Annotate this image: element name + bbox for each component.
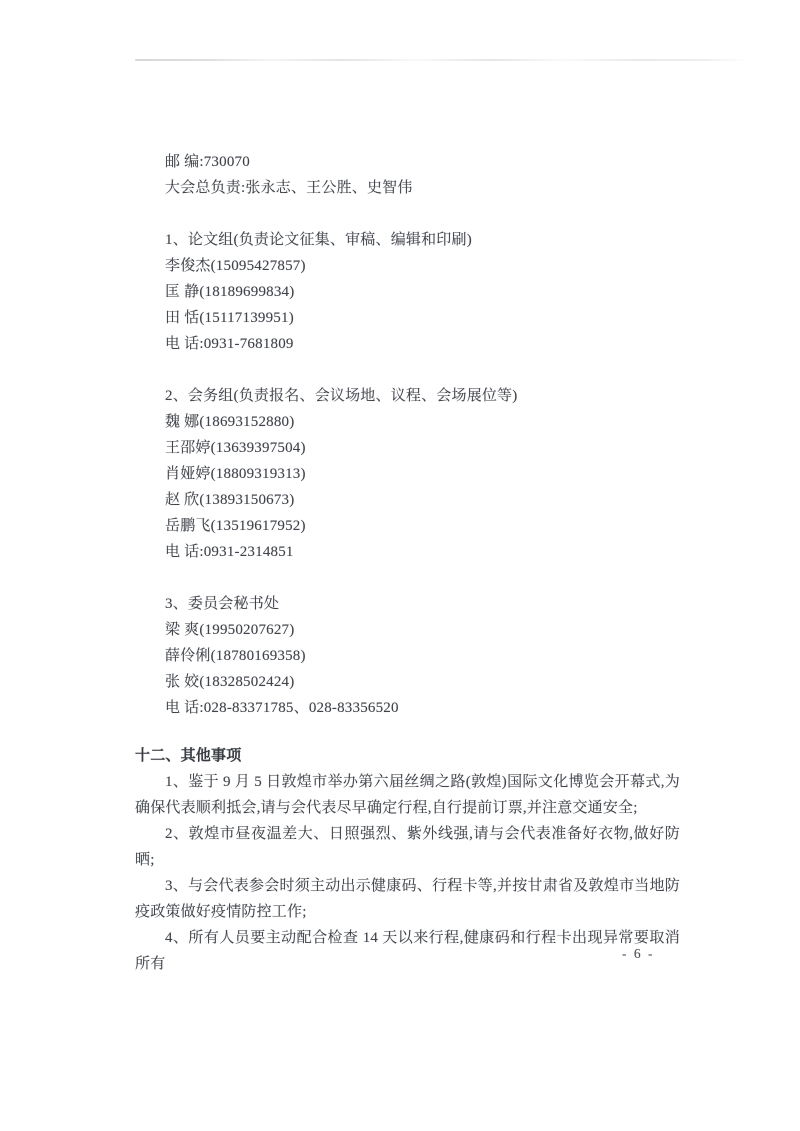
group-title: 3、委员会秘书处 — [165, 596, 280, 612]
document-body — [135, 149, 680, 977]
member-line: 薛伶俐(18780169358) — [165, 648, 306, 664]
group-affairs-team — [135, 383, 680, 565]
member-line: 岳鹏飞(13519617952) — [165, 518, 306, 534]
member-line: 梁 爽(19950207627) — [165, 622, 295, 638]
other-matters-paragraph-3: 3、与会代表参会时须主动出示健康码、行程卡等,并按甘肃省及敦煌市当地防疫政策做好疫情防控工作; — [135, 878, 680, 920]
member-line: 匡 静(18189699834) — [165, 284, 295, 300]
group-title: 1、论文组(负责论文征集、审稿、编辑和印刷) — [165, 232, 472, 248]
member-line: 王邵婷(13639397504) — [165, 440, 306, 456]
phone-line: 电 话:0931-7681809 — [165, 336, 294, 352]
group-title: 2、会务组(负责报名、会议场地、议程、会场展位等) — [165, 388, 518, 404]
member-line: 魏 娜(18693152880) — [165, 414, 295, 430]
group-paper-team — [135, 227, 680, 357]
member-line: 赵 欣(13893150673) — [165, 492, 295, 508]
group-secretariat — [135, 591, 680, 721]
scan-artifact-line — [135, 59, 747, 61]
member-line: 李俊杰(15095427857) — [165, 258, 306, 274]
conference-chief-line: 大会总负责:张永志、王公胜、史智伟 — [165, 180, 413, 196]
other-matters-paragraph-2: 2、敦煌市昼夜温差大、日照强烈、紫外线强,请与会代表准备好衣物,做好防晒; — [135, 826, 680, 868]
page-number: - 6 - — [622, 946, 655, 961]
postal-code-line: 邮 编:730070 — [165, 154, 250, 170]
other-matters-paragraph-4: 4、所有人员要主动配合检查 14 天以来行程,健康码和行程卡出现异常要取消所有 — [135, 930, 680, 972]
other-matters-paragraph-1: 1、鉴于 9 月 5 日敦煌市举办第六届丝绸之路(敦煌)国际文化博览会开幕式,为确保代表顺利抵会,请与会代表尽早确定行程,自行提前订票,并注意交通安全; — [135, 774, 680, 816]
phone-line: 电 话:0931-2314851 — [165, 544, 294, 560]
other-matters-heading: 十二、其他事项 — [135, 748, 242, 764]
member-line: 张 姣(18328502424) — [165, 674, 295, 690]
phone-line: 电 话:028-83371785、028-83356520 — [165, 700, 399, 716]
member-line: 肖娅婷(18809319313) — [165, 466, 306, 482]
member-line: 田 恬(15117139951) — [165, 310, 294, 326]
